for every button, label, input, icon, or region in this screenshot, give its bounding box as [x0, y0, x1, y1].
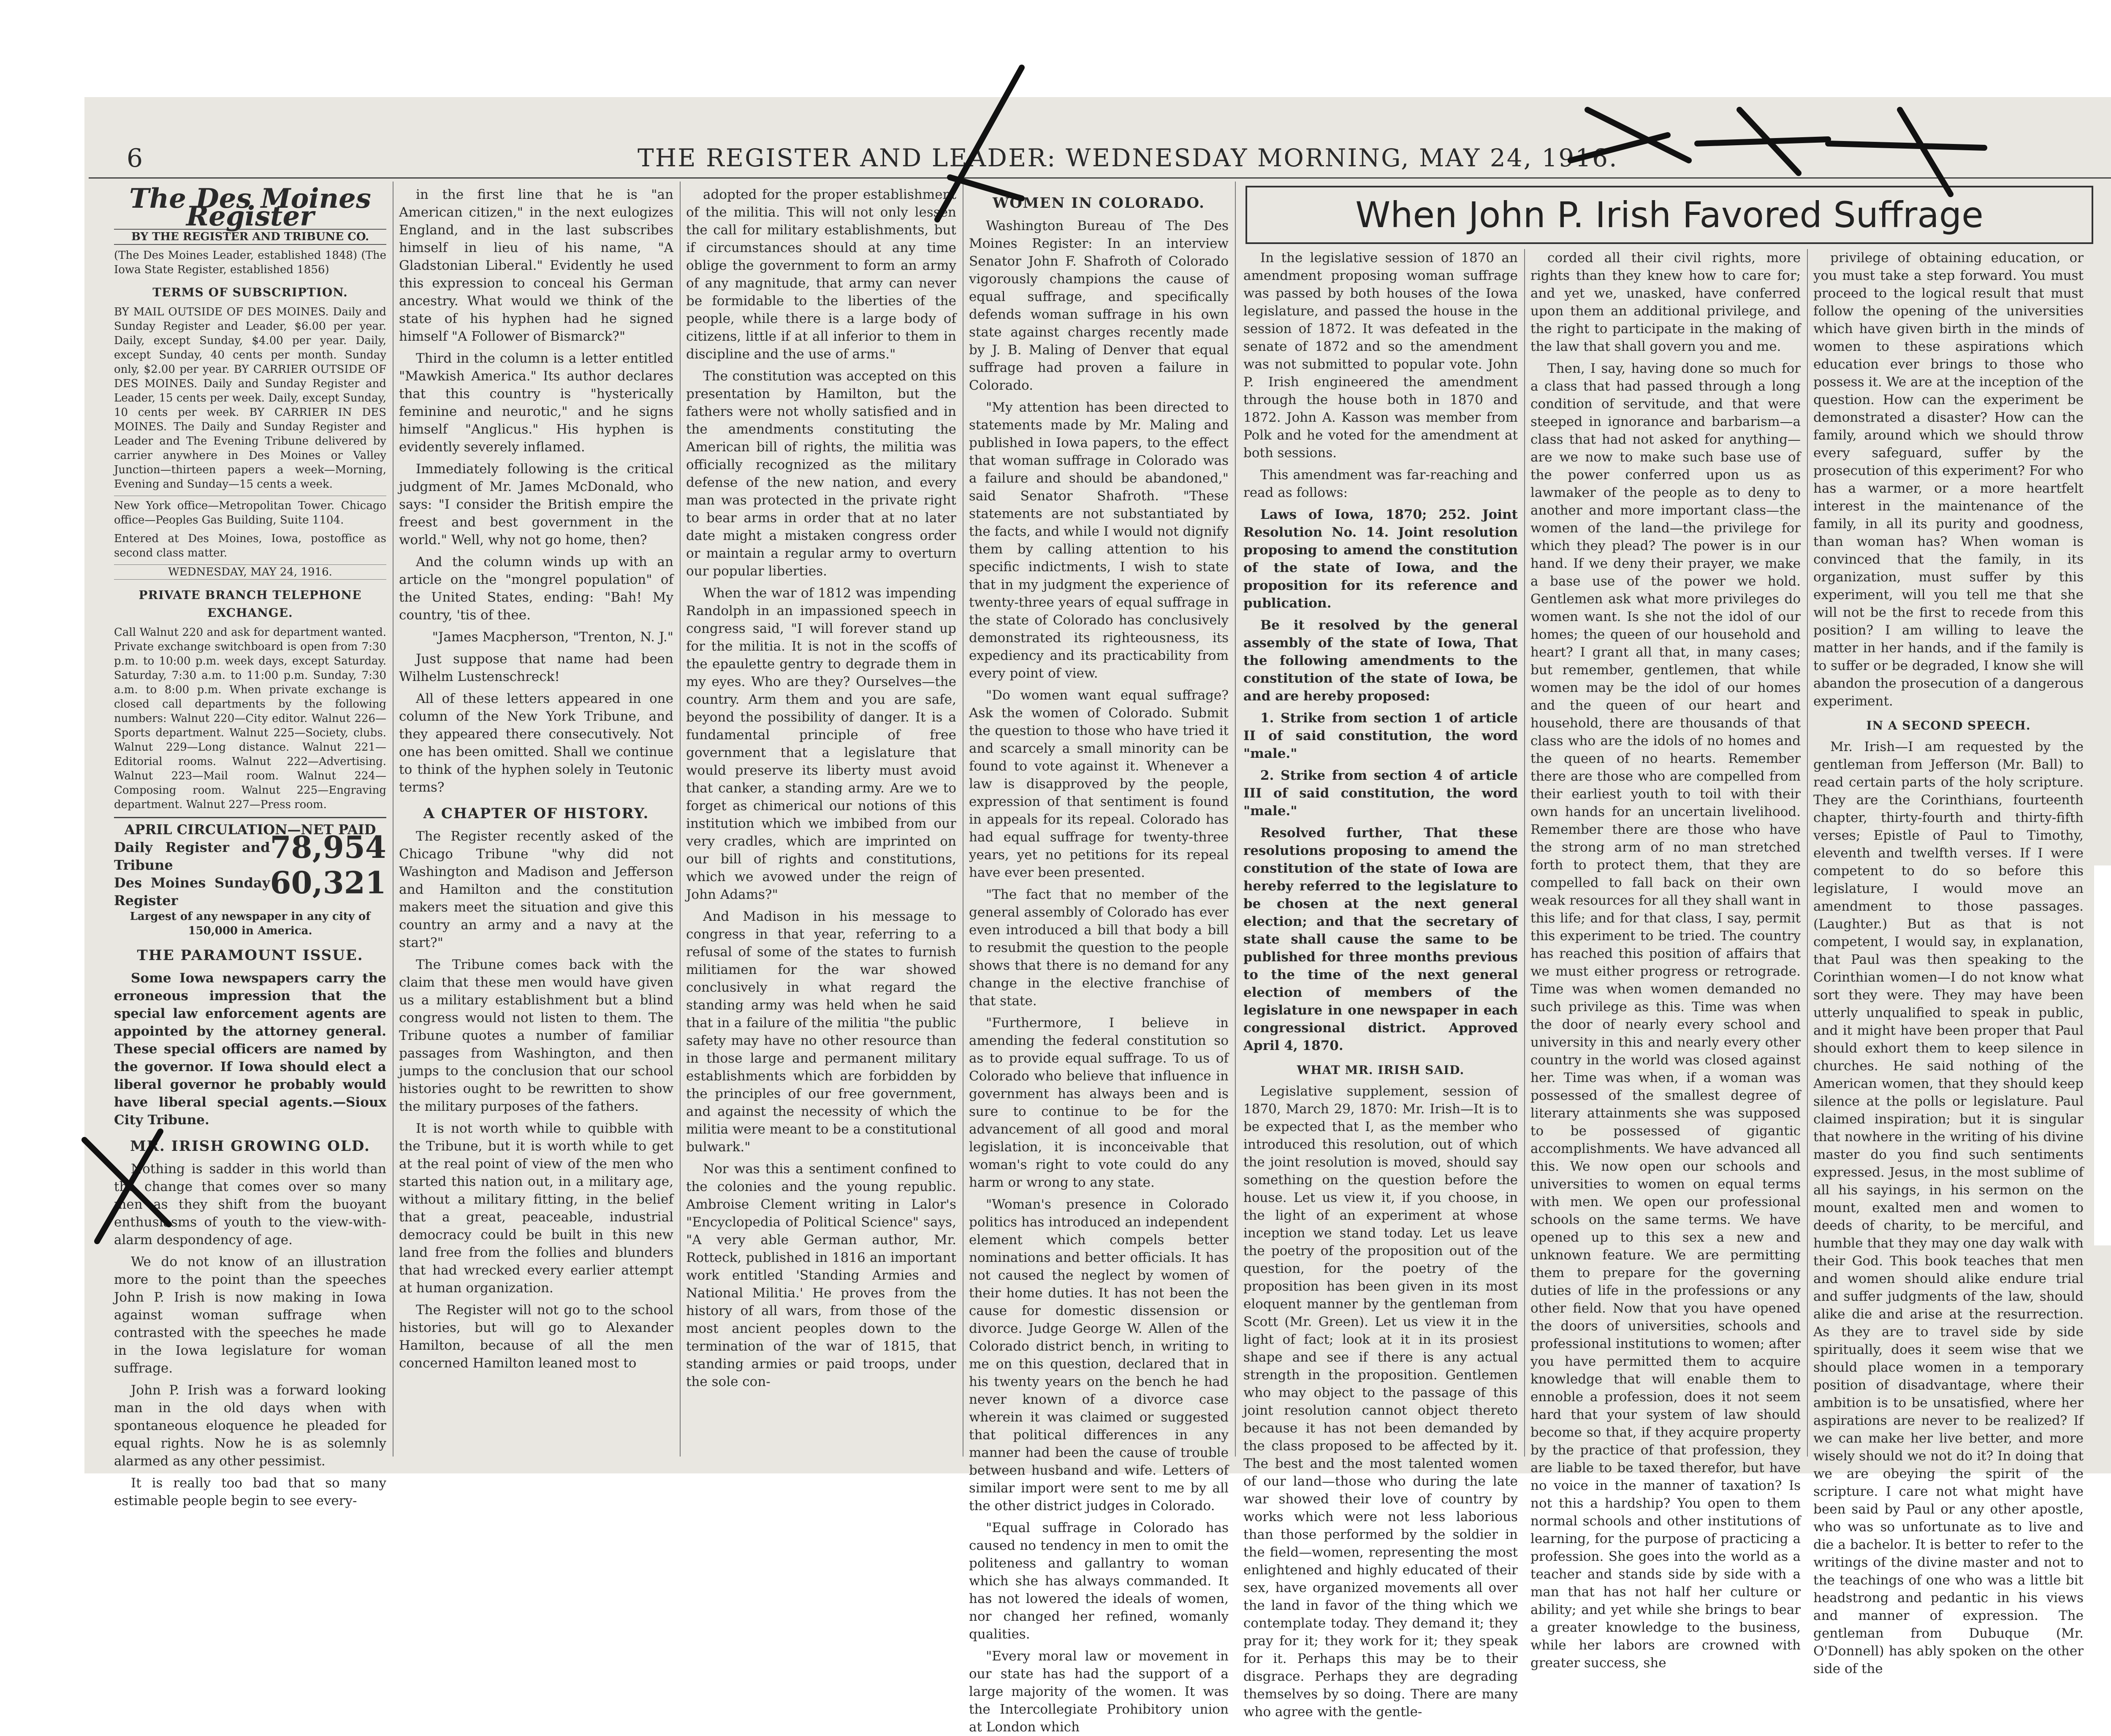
circulation-daily-label: Daily Register and Tribune — [114, 839, 270, 873]
marker-cross-icon — [1697, 110, 1828, 173]
article-paragraph: "Every moral law or movement in our state has had the support of a large majority of the women. It was the Intercollegiate Prohibitory union at London which — [969, 1649, 1229, 1735]
article-paragraph: Washington Bureau of The Des Moines Register: In an interview Senator John F. Shafroth of Colorado vigorously champions the cause of equal suffrage, and specifically defends woman suffrage in his own state against charges recently made by J. B. Maling of Denver that equal suffrage had proven a failure in Colorado. — [969, 218, 1229, 393]
editorial-paragraph: The Register recently asked of the Chicago Tribune "why did not Washington and Madison and Jefferson and Hamilton and the constitution makers meet the situation and give this country an army and a navy at the start?" — [399, 829, 673, 950]
terms-title: TERMS OF SUBSCRIPTION. — [152, 285, 348, 299]
feature-paragraph: This amendment was far-reaching and read as follows: — [1243, 467, 1518, 500]
feature-paragraph: Laws of Iowa, 1870; 252. Joint Resolution No. 14. Joint resolution proposing to amend the constitution of the state of Iowa, and the proposition for its reference and publication. — [1243, 507, 1518, 611]
dateline: WEDNESDAY, MAY 24, 1916. — [114, 564, 386, 580]
chapter-title: A CHAPTER OF HISTORY. — [423, 805, 649, 822]
feature-paragraph: privilege of obtaining education, or you must take a step forward. You must proceed to the logical result that must follow the opening of the universities which have given birth in the minds of women to these aspirations which education ever brings to those who possess it. We are at the inception of the question. How can the experiment be demonstrated a disaster? How can the family, around which we should throw every safeguard, suffer by the prosecution of this experiment? For who has a warmer, or a more heartfelt interest in the maintenance of the family, in all its purity and goodness, than woman has? When woman is convinced that the family, in its organization, must suffer by this experiment, will you tell me that she will not be the first to recede from this position? I am willing to leave the matter in her hands, and if the family is to suffer or be degraded, I know she will abandon the prosecution of a dangerous experiment. — [1813, 250, 2084, 709]
article-paragraph: "My attention has been directed to statements made by Mr. Maling and published in Iowa papers, to the effect that woman suffrage in Colorado was a failure and should be abandoned," said Senator Shafroth. "These statements are not substantiated by the facts, and while I would not dignify them by calling attention to his specific indictments, I wish to state that in my judgment the experience of twenty-three years of equal suffrage in the state of Colorado has conclusively demonstrated its righteousness, its expediency and its practicability from every point of view. — [969, 400, 1229, 681]
editorial-paragraph: adopted for the proper establishment of the militia. This will not only lessen the call for military establishments, but if circumstances should at any time oblige the government to form an army of any magnitude, that army can never be formidable to the liberties of the people, while there is a large body of citizens, little if at all inferior to them in discipline and the use of arms." — [686, 187, 956, 362]
editorial-paragraph: All of these letters appeared in one column of the New York Tribune, and they appeared there consecutively. Not one has been omitted. Shall we continue to think of the hyphen solely in Teutonic terms? — [399, 691, 673, 795]
irish-paragraph: It is really too bad that so many estimable people begin to see every- — [114, 1476, 386, 1508]
feature-headline: When John P. Irish Favored Suffrage — [1355, 194, 1983, 236]
terms-text: BY MAIL OUTSIDE OF DES MOINES. Daily and Sunday Register and Leader, $6.00 per year. Daily, except Sunday, $4.00 per year. Daily, except Sunday, 40 cents per month. Sunday only, $2.00 per year. BY CARRIER OUTSIDE OF DES MOINES. Daily and Sunday Register and Leader, 15 cents per week. Daily, except Sunday, 10 cents per week. BY CARRIER IN DES MOINES. The Daily and Sunday Register and Leader and The Evening Tribune delivered by carrier anywhere in Des Moines or Valley Junction—thirteen papers a week—Morning, Evening and Sunday—15 cents a week. — [114, 306, 386, 491]
circulation-title: APRIL CIRCULATION—NET PAID — [124, 822, 376, 838]
said-title: WHAT MR. IRISH SAID. — [1297, 1063, 1465, 1077]
article-paragraph: "Equal suffrage in Colorado has caused no tendency in men to omit the politeness and gallantry to woman which she has always commanded. It has not lowered the ideals of women, nor changed her refined, womanly qualities. — [969, 1520, 1229, 1642]
paramount-text: Some Iowa newspapers carry the erroneous impression that the special law enforcement agents are appointed by the attorney general. These special officers are named by the governor. If Iowa should elect a liberal governor he probably would have liberal special agents.—Sioux City Tribune. — [114, 971, 386, 1128]
signature-line: "James Macpherson, "Trenton, N. J." — [432, 629, 673, 645]
editorial-paragraph: When the war of 1812 was impending Randolph in an impassioned speech in congress said, "I will forever stand up for the militia. It is not in the scoffs of the epaulette gentry to degrade them in my eyes. Who are they? Ourselves—the country. Arm them and you are safe, beyond the possibility of danger. It is a fundamental principle of free government that a legislature that would preserve its liberty must avoid that canker, a standing army. Are we to forget as chimerical our notions of this institution which we imbibed from our very cradles, which are imprinted on our bill of rights and constitutions, which we avowed under the reign of John Adams?" — [686, 586, 956, 902]
marker-cross-icon — [1828, 110, 1984, 194]
publisher-line: BY THE REGISTER AND TRIBUNE CO. — [114, 229, 386, 245]
article-paragraph: "Do women want equal suffrage? Ask the women of Colorado. Submit the question to those who have tried it and scarcely a small minority can be found to vote against it. Whenever a law is disapproved by the people, expression of that sentiment is found in appeals for its repeal. Colorado has had equal suffrage for twenty-three years, yet no petitions for its repeal have ever been presented. — [969, 688, 1229, 880]
second-speech-title: IN A SECOND SPEECH. — [1866, 719, 2031, 732]
entered-note: Entered at Des Moines, Iowa, postoffice as second class matter. — [114, 532, 386, 559]
irish-paragraph: John P. Irish was a forward looking man in the old days when with spontaneous eloquence he pleaded for equal rights. Now he is as solemnly alarmed as any other pessimist. — [114, 1383, 386, 1469]
feature-paragraph: 2. Strike from section 4 of article III of said constitution, the word "male." — [1243, 768, 1518, 819]
feature-paragraph: Mr. Irish—I am requested by the gentleman from Jefferson (Mr. Ball) to read certain parts of the holy scripture. They are the Corinthians, fourteenth chapter, thirty-fourth and thirty-fifth verses; Epistle of Paul to Timothy, eleventh and twelfth verses. If I were competent to do so before this legislature, I would move an amendment to those passages. (Laughter.) But as that is not competent, I would say, in explanation, that Paul was then speaking to the Corinthian women—I do not know what sort they were. They may have been utterly unqualified to speak in public, and it might have been proper that Paul should exhort them to keep silence in churches. He said nothing of the American women, that they should keep silence at the polls or legislature. Paul claimed inspiration; but it is singular that nowhere in the writing of his divine master do you find such sentiments expressed. Jesus, in the most sublime of all his sayings, in his sermon on the mount, exalted men and women to deeds of charity, to be merciful, and humble that they may one day walk with their God. This book teaches that men and women should alike endure trial and suffer judgments of the law, should alike die and arise at the resurrection. As they are to travel side by side spiritually, does it seem wise that we should place women in a temporary position of disadvantage, where their ambition is to be unsatisfied, where her aspirations are never to be realized? If we can make her live better, and more wisely should we not do it? In doing that we are obeying the spirit of the scripture. I care not what might have been said by Paul or any other apostle, who was so unfortunate as to live and die a bachelor. It is better to refer to the writings of the divine master and not to the teachings of one who was a little bit headstrong and pedantic in his views and manner of expression. The gentleman from Dubuque (Mr. O'Donnell) has ably spoken on the other side of the — [1813, 739, 2084, 1676]
circulation-daily-value: 78,954 — [270, 829, 386, 865]
editorial-paragraph: Nor was this a sentiment confined to the colonies and the young republic. Ambroise Clement writing in Lalor's "Encyclopedia of Political Science" says, "A very able German author, Mr. Rotteck, published in 1816 an important work entitled 'Standing Armies and National Militia.' He proves from the history of all wars, from those of the most ancient peoples down to the termination of the war of 1815, that standing armies or paid troops, under the sole con- — [686, 1161, 956, 1389]
feature-paragraph: Legislative supplement, session of 1870, March 29, 1870: Mr. Irish—It is to be expected that I, as the member who introduced this resolution, out of which the joint resolution is moved, should say something on the question before the house. Let us view it, if you choose, in the light of an experiment at whose inception we stand today. Let us leave the poetry of the proposition out of the question, for the poetry of the proposition has been given in its most eloquent manner by the gentleman from Scott (Mr. Green). Let us view it in the light of fact; look at it in its prosiest shape and see if there is any actual strength in the proposition. Gentlemen who may object to the passage of this joint resolution cannot object thereto because it has not been demanded by the class proposed to be affected by it. The best and the most talented women of our land—those who during the late war showed their love of country by works which were not less laborious than those performed by the soldier in the field—women, representing the most enlightened and highly educated of their sex, have organized movements all over the land in favor of the thing which we contemplate today. They demand it; they pray for it; they work for it; they speak for it. Perhaps this may be to their disgrace. Perhaps they are degrading themselves by so doing. There are many who agree with the gentle- — [1243, 1084, 1518, 1720]
feature-paragraph: Resolved further, That these resolutions proposing to amend the constitution of the state of Iowa are hereby referred to the legislature to be chosen at the next general election; and that the secretary of state shall cause the same to be published for three months previous to the time of the next general election of members of the legislature in one newspaper in each congressional district. Approved April 4, 1870. — [1243, 825, 1518, 1053]
editorial-paragraph: The Tribune comes back with the claim that these men would have given us a military establishment but a blind congress would not listen to them. The Tribune quotes a number of familiar passages from Washington, and then jumps to the conclusion that our school histories ought to be rewritten to show the military purposes of the fathers. — [399, 957, 673, 1114]
irish-paragraph: We do not know of an illustration more to the point than the speeches John P. Irish is now making in Iowa against woman suffrage when contrasted with the speeches he made in the Iowa legislature for woman suffrage. — [114, 1254, 386, 1376]
feature-paragraph: 1. Strike from section 1 of article II of said constitution, the word "male." — [1243, 711, 1518, 761]
established-note: (The Des Moines Leader, established 1848) (The Iowa State Register, established 1856) — [114, 249, 386, 276]
editorial-paragraph: The constitution was accepted on this presentation by Hamilton, but the fathers were not wholly satisfied and in the amendments constituting the American bill of rights, the militia was officially recognized as the military defense of the new nation, and every man was protected in the private right to bear arms in order that at no later date might a mistaken congress order or maintain a regular army to overturn our popular liberties. — [686, 369, 956, 579]
marker-cross-icon — [1571, 110, 1689, 160]
editorial-paragraph: Just suppose that name had been Wilhelm Lustenschreck! — [399, 651, 673, 684]
colorado-title: WOMEN IN COLORADO. — [993, 195, 1205, 212]
page-number: 6 — [127, 144, 143, 173]
feature-paragraph: corded all their civil rights, more rights than they knew how to care for; and yet we, unasked, have conferred upon them an additional privilege, and the right to participate in the making of the law that shall govern you and me. — [1530, 250, 1801, 354]
feature-paragraph: Then, I say, having done so much for a class that had passed through a long condition of servitude, and that were steeped in ignorance and barbarism—a class that had not asked for anything—are we now to make such base use of the power conferred upon us as lawmaker of the people as to deny to another and more important class—the women of the land—the privilege for which they plead? The power is in our hand. If we deny their prayer, we make a base use of the power we hold. Gentlemen ask what more privileges do women want. Is she not the idol of our homes; the queen of our household and heart? I grant all that, in many cases; but remember, gentlemen, that while women may be the idol of our homes and the queen of our heart and household, there are thousands of that class who are the idols of no homes and the queen of no hearts. Remember there are those who are compelled from their earliest youth to toil with their own hands for an uncertain livelihood. Remember there are those who have the strong arm of no man stretched forth to protect them, that they are compelled to fall back on their own weak resources for all they shall want in this life; and for that class, I say, permit this experiment to be tried. The country has reached this position of affairs that we must either progress or retrograde. Time was when women demanded no such privilege as this. Time was when the door of nearly every school and university in this and nearly every other country in the world was closed against her. Time was when, if a woman was possessed of the smallest degree of literary attainments she was supposed to be possessed of gigantic accomplishments. We have advanced all this. We now open our schools and universities to women on equal terms with men. We open our professional schools on the same terms. We have opened up to this sex a new and unknown feature. We are permitting them to prepare for the governing duties of life in the professions or any other field. Now that you have opened the doors of universities, schools and professional institutions to women; after you have permitted them to acquire knowledge that will enable them to ennoble a profession, does it not seem hard that your system of law should become so that, if they acquire property by the practice of that profession, they are liable to be taxed therefor, but have no voice in the manner of taxation? Is not this a hardship? You open to them normal schools and other institutions of learning, for the purpose of practicing a profession. She goes into the world as a teacher and stands side by side with a man that has not half her culture or ability; and yet while she brings to bear a greater knowledge to the business, while her labors are crowned with greater success, she — [1530, 361, 1801, 1671]
editorial-paragraph: And the column winds up with an article on the "mongrel population" of the United States, ending: "Bah! My country, 'tis of thee. — [399, 554, 673, 623]
editorial-paragraph: Third in the column is a letter entitled "Mawkish America." Its author declares that this country is "hysterically feminine and neurotic," and he signs himself "Anglicus." His hyphen is evidently severely inflamed. — [399, 351, 673, 455]
circulation-note: Largest of any newspaper in any city of 150,000 in America. — [130, 910, 371, 937]
circulation-sunday-value: 60,321 — [270, 865, 386, 901]
newspaper-logo: The Des Moines Register — [129, 183, 371, 232]
offices-text: New York office—Metropolitan Tower. Chicago office—Peoples Gas Building, Suite 1104. — [114, 496, 386, 527]
article-paragraph: "The fact that no member of the general assembly of Colorado has ever even introduced a bill that body a bill to resubmit the question to the people shows that there is no demand for any change in the elective franchise of that state. — [969, 887, 1229, 1009]
feature-paragraph: Be it resolved by the general assembly of the state of Iowa, That the following amendments to the constitution of the state of Iowa, be and are hereby proposed: — [1243, 618, 1518, 704]
circulation-sunday-label: Des Moines Sunday Register — [114, 875, 270, 909]
editorial-paragraph: Immediately following is the critical judgment of Mr. James McDonald, who says: "I consider the British empire the freest and best government in the world." Well, why not go home, then? — [399, 461, 673, 548]
editorial-paragraph: in the first line that he is "an American citizen," in the next eulogizes England, and in the last subscribes himself in lieu of his name, "A Gladstonian Liberal." Evidently he used this expression to conceal his German ancestry. What would we think of the state of his hyphen had he signed himself "A Follower of Bismarck?" — [399, 187, 673, 344]
feature-paragraph: In the legislative session of 1870 an amendment proposing woman suffrage was passed by both houses of the Iowa legislature, and passed the house in the session of 1872. It was defeated in the senate of 1872 and so the amendment was not submitted to popular vote. John P. Irish engineered the amendment through the house both in 1870 and 1872. John A. Kasson was member from Polk and he voted for the amendment at both sessions. — [1243, 250, 1518, 461]
marker-cross-icon — [937, 68, 1022, 220]
article-paragraph: "Furthermore, I believe in amending the federal constitution so as to provide equal suffrage. To us of Colorado who believe that influence in government has always been and is sure to continue to be for the advancement of all good and moral legislation, it is inconceivable that woman's right to vote could do any harm or wrong to any state. — [969, 1015, 1229, 1190]
marker-cross-icon — [84, 1131, 169, 1241]
phone-text: Call Walnut 220 and ask for department wanted. Private exchange switchboard is open from 7:30 p.m. to 10:00 p.m. week days, except Saturday. Saturday, 7:30 a.m. to 11:00 p.m. Sunday, 7:30 a.m. to 8:00 p.m. When private exchange is closed call departments by the following numbers: Walnut 220—City editor. Walnut 226—Sports department. Walnut 225—Society, clubs. Walnut 229—Long distance. Walnut 221—Editorial rooms. Walnut 222—Advertising. Walnut 223—Mail room. Walnut 224—Composing room. Walnut 225—Engraving department. Walnut 227—Press room. — [114, 626, 386, 811]
article-paragraph: "Woman's presence in Colorado politics has introduced an independent element which compels better nominations and better officials. It has not caused the neglect by women of their home duties. It has not been the cause for domestic dissension or divorce. Judge George W. Allen of the Colorado district bench, in writing to me on this question, declared that in his twenty years on the bench he had never known of a divorce case wherein it was claimed or suggested that political differences in any manner had been the cause of trouble between husband and wife. Letters of similar import were sent to me by all the other district judges in Colorado. — [969, 1197, 1229, 1514]
editorial-paragraph: And Madison in his message to congress in that year, referring to a refusal of some of the states to furnish militiamen for the war showed conclusively in what regard the standing army was held when he said that in a failure of the militia "the public safety may have no other resource than in those large and permanent military establishments which are forbidden by the principles of our free government, and against the necessity of which the militia were meant to be a constitutional bulwark." — [686, 909, 956, 1155]
irish-paragraph: Nothing is sadder in this world than the change that comes over so many men as they shift from the buoyant enthusiasms of youth to the view-with-alarm despondency of age. — [114, 1161, 386, 1248]
editorial-paragraph: The Register will not go to the school histories, but will go to Alexander Hamilton, because of all the men concerned Hamilton leaned most to — [399, 1302, 673, 1371]
paramount-title: THE PARAMOUNT ISSUE. — [137, 947, 364, 964]
editorial-paragraph: It is not worth while to quibble with the Tribune, but it is worth while to get at the real point of view of the men who started this nation out, in a military age, without a military fitting, in the belief that a great, peaceable, industrial democracy could be built in this new land free from the follies and blunders that had wrecked every earlier attempt at human organization. — [399, 1121, 673, 1296]
irish-title: MR. IRISH GROWING OLD. — [130, 1138, 370, 1155]
phone-title: PRIVATE BRANCH TELEPHONE EXCHANGE. — [138, 588, 362, 620]
masthead-title: THE REGISTER AND LEADER: WEDNESDAY MORNING, MAY 24, 1916. — [638, 144, 1618, 172]
